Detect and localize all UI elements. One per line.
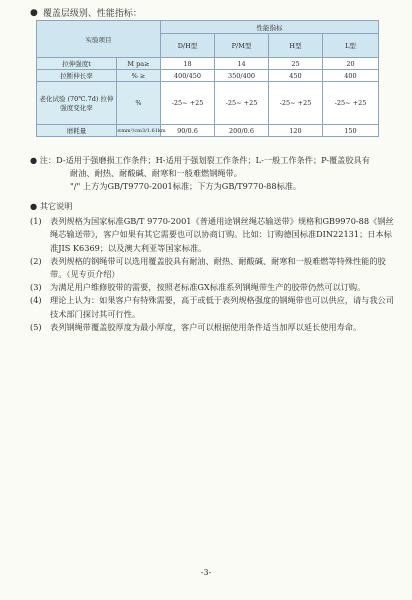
cell-value: 400 [323,70,379,82]
grade-header: D/H型 [161,34,215,58]
cell-value: 150 [323,125,379,137]
header-test-item: 实验项目 [37,21,161,58]
note-line: "/" 上方为GB/T9770-2001标准；下方为GB/T9770-88标准。 [70,181,302,191]
item-number: (5) [30,321,42,332]
row-name: 拉伸强度t [37,58,117,70]
cell-value: -25~ +25 [269,82,323,125]
cell-value: -25~ +25 [161,82,215,125]
section-title-text: 覆盖层级别、性能指标： [42,9,142,19]
other-notes [30,200,400,334]
header-performance: 性能指标 [161,21,379,34]
bullet-icon: ● [30,7,38,18]
section-title [30,6,142,19]
grade-header: H型 [269,34,323,58]
grade-header: P/M型 [215,34,269,58]
list-item [30,255,400,281]
table-row [37,125,379,137]
cell-value: 400/450 [161,70,215,82]
table-row [37,82,379,125]
table-row [37,70,379,82]
item-text: 表列规格为国家标准GB/T 9770-2001《普通用途钢丝绳芯输送带》规格和GB9970-88《钢丝绳芯输送带》，客户如果有其它需要也可以协商订购。比如：订购德国标准DIN22131；日本标准JIS K6369；以及澳大利亚等国家标准。 [50,216,394,253]
cell-value: 25 [269,58,323,70]
cell-value: 350/400 [215,70,269,82]
cell-value: 450 [269,70,323,82]
cell-value: 20 [323,58,379,70]
cell-value: 90/0.6 [161,125,215,137]
item-number: (1) [30,216,42,227]
row-unit: M pa≥ [117,58,161,70]
note-line: ● 注：D-适用于强磨损工作条件；H-适用于强划裂工作条件；L-一般工作条件；P-覆盖胶具有 [30,155,370,165]
cell-value: -25~ +25 [215,82,269,125]
notes-block [30,154,390,193]
cell-value: 14 [215,58,269,70]
item-text: 为满足用户维修胶带的需要，按照老标准GX标准系列钢绳带生产的胶带仍然可以订购。 [50,282,366,293]
row-unit: ≤mm³/cm3/1.61km [117,125,161,137]
table-row [37,58,379,70]
list-item [30,321,400,334]
cell-value: 120 [269,125,323,137]
page-number: -3- [200,568,212,577]
item-text: 表列钢绳带覆盖胶厚度为最小厚度，客户可以根据使用条件适当加厚以延长使用寿命。 [50,321,362,332]
other-title: ● 其它说明 [30,201,73,211]
grade-header: L型 [323,34,379,58]
row-unit: % ≥ [117,70,161,82]
performance-table [36,20,379,137]
item-number: (3) [30,282,42,293]
list-item [30,281,400,294]
row-unit: % [117,82,161,125]
cell-value: -25~ +25 [323,82,379,125]
item-number: (4) [30,295,42,306]
row-name: 老化试验 (70℃.7d) 拉伸强度变化率 [37,82,117,125]
item-number: (2) [30,255,42,266]
note-line: 耐油、耐热、耐酸碱、耐寒和一般难燃钢绳带。 [70,168,242,178]
row-name: 磨耗量 [37,125,117,137]
list-item [30,215,400,255]
item-text: 理论上认为：如果客户有特殊需要，高于或低于表列规格强度的钢绳带也可以供应，请与我公司技术部门探讨其可行性。 [50,295,394,319]
list-item [30,294,400,320]
cell-value: 18 [161,58,215,70]
row-name: 拉断伸长率 [37,70,117,82]
item-text: 表列规格的钢绳带可以选用覆盖胶具有耐油、耐热、耐酸碱、耐寒和一般难燃等特殊性能的胶带。（见专页介绍） [50,255,386,280]
cell-value: 200/0.6 [215,125,269,137]
